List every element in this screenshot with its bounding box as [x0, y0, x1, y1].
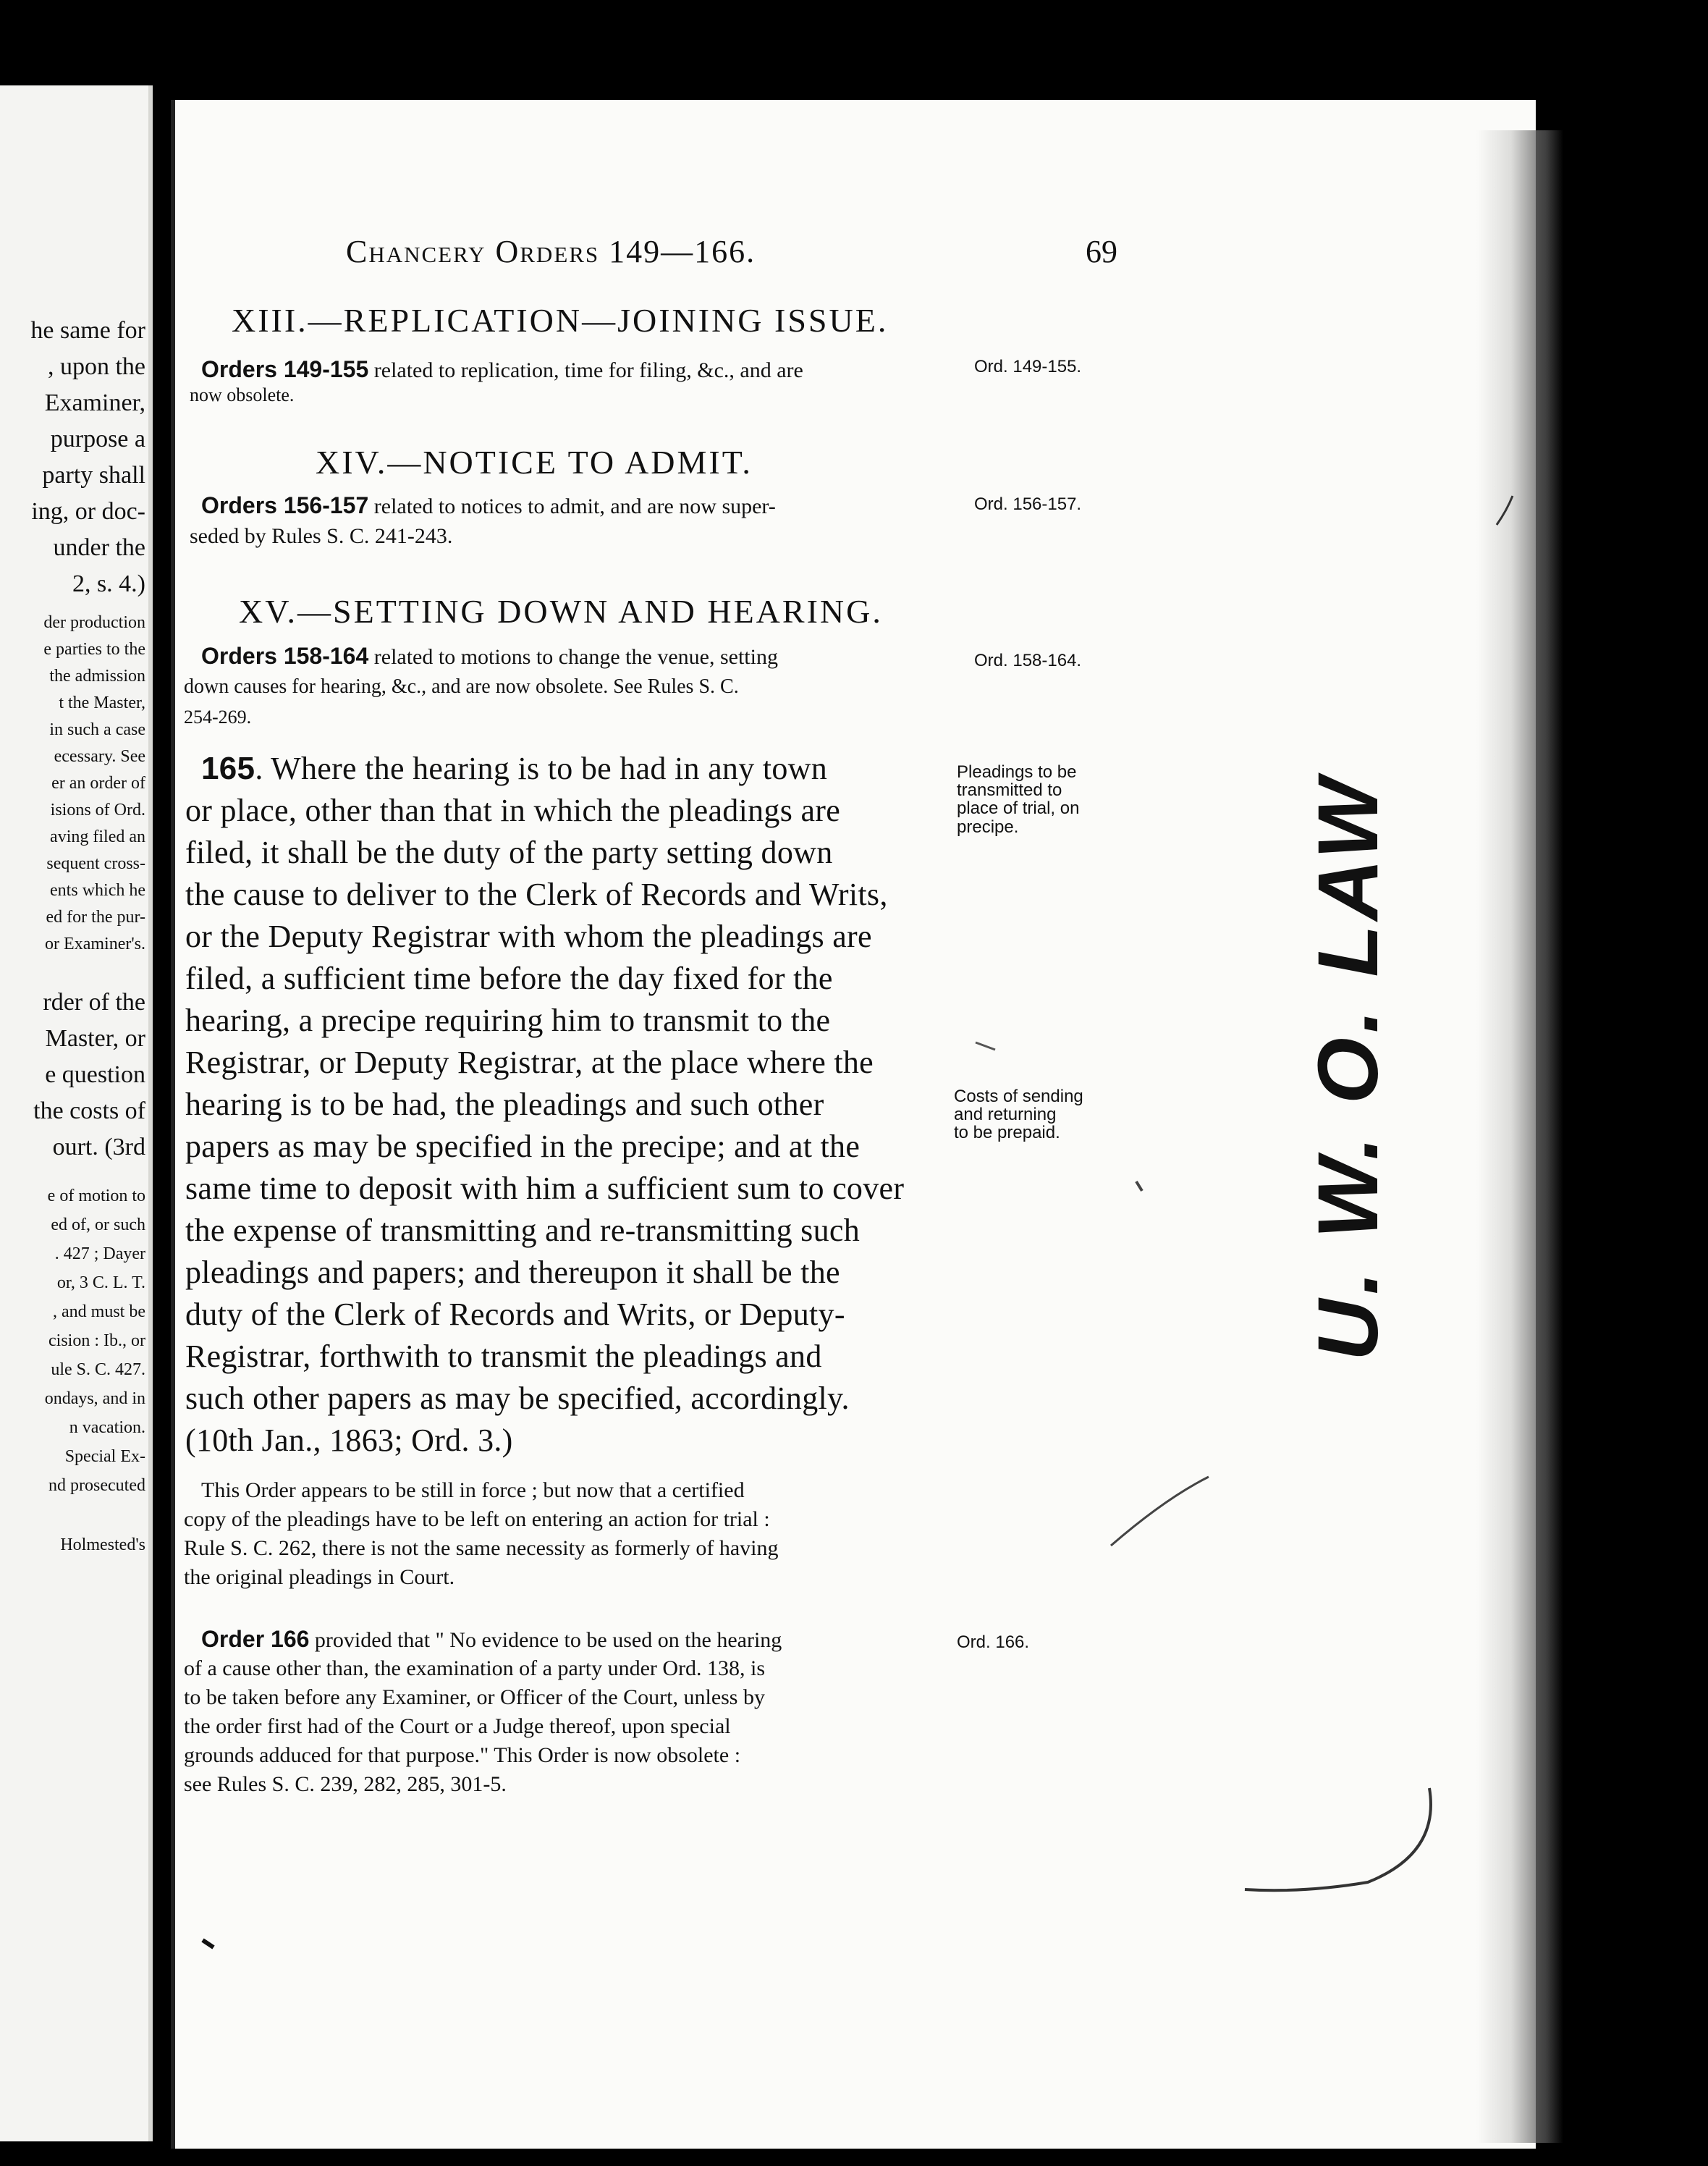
section-14-text-line: Orders 156-157 related to notices to admit, and are now super-	[201, 492, 776, 518]
order-166-line: Order 166 provided that " No evidence to be used on the hearing	[201, 1626, 782, 1652]
left-line: cision : Ib., or	[48, 1331, 145, 1350]
left-line: e of motion to	[47, 1187, 145, 1205]
order-165-line: such other papers as may be specified, accordingly.	[185, 1381, 850, 1416]
order-166-line: to be taken before any Examiner, or Officer of the Court, unless by	[184, 1685, 765, 1709]
order-166-line: the order first had of the Court or a Judge thereof, upon special	[184, 1714, 731, 1738]
order-165-line: Registrar, forthwith to transmit the pleadings and	[185, 1339, 822, 1374]
order-165-line: the expense of transmitting and re-transmitting such	[185, 1213, 861, 1248]
left-line: nd prosecuted	[48, 1476, 145, 1495]
order-165-note: copy of the pleadings have to be left on entering an action for trial :	[184, 1507, 770, 1531]
left-line: Holmested's	[60, 1535, 145, 1554]
left-line: er an order of	[51, 774, 145, 793]
order-165-line: Registrar, or Deputy Registrar, at the place where the	[185, 1045, 874, 1080]
order-165-line: or the Deputy Registrar with whom the pleadings are	[185, 919, 872, 954]
order-165-line: filed, a sufficient time before the day fixed for the	[185, 961, 833, 996]
margin-note: Ord. 149-155.	[974, 357, 1082, 376]
order-165-line: filed, it shall be the duty of the party setting down	[185, 835, 833, 870]
running-header: Chancery Orders 149—166.	[346, 234, 756, 269]
library-stamp: U. W. O. LAW	[1301, 774, 1396, 1361]
order-number: 165	[201, 751, 255, 786]
section-15-title: XV.—SETTING DOWN AND HEARING.	[239, 593, 883, 630]
order-166-line: grounds adduced for that purpose." This Order is now obsolete :	[184, 1743, 741, 1767]
order-165-line: the cause to deliver to the Clerk of Records and Writs,	[185, 877, 888, 912]
left-line: ondays, and in	[44, 1389, 145, 1408]
order-165-line: or place, other than that in which the pleadings are	[185, 793, 841, 828]
order-165-note: This Order appears to be still in force ; but now that a certified	[201, 1478, 745, 1502]
left-line: sequent cross-	[46, 854, 145, 873]
order-165-line: hearing is to be had, the pleadings and such other	[185, 1087, 824, 1122]
section-15-text-line: 254-269.	[184, 707, 252, 728]
section-15-text-line: Orders 158-164 related to motions to change the venue, setting	[201, 643, 778, 669]
left-line: . 427 ; Dayer	[54, 1244, 145, 1263]
section-13-title: XIII.—REPLICATION—JOINING ISSUE.	[232, 302, 889, 339]
section-13-text-line: now obsolete.	[190, 384, 295, 405]
left-page-fragment	[0, 85, 153, 2141]
section-14-title: XIV.—NOTICE TO ADMIT.	[316, 444, 753, 481]
left-line: the costs of	[33, 1097, 145, 1124]
left-line: party shall	[42, 462, 145, 489]
left-line: ourt. (3rd	[52, 1134, 145, 1160]
left-line: ed for the pur-	[46, 908, 145, 927]
order-166-line: see Rules S. C. 239, 282, 285, 301-5.	[184, 1772, 507, 1796]
left-line: rder of the	[43, 989, 145, 1016]
left-line: , and must be	[53, 1302, 145, 1321]
left-line: Special Ex-	[64, 1447, 145, 1466]
order-165-note: the original pleadings in Court.	[184, 1565, 455, 1589]
left-line: in such a case	[49, 720, 145, 739]
margin-note: Ord. 156-157.	[974, 494, 1082, 514]
left-line: e question	[45, 1061, 145, 1088]
left-line: n vacation.	[69, 1418, 145, 1437]
left-line: ing, or doc-	[31, 498, 145, 525]
section-14-text-line: seded by Rules S. C. 241-243.	[190, 524, 453, 548]
left-line: ecessary. See	[54, 747, 145, 766]
left-line: aving filed an	[50, 827, 145, 846]
order-ref: Orders 158-164	[201, 643, 369, 669]
left-line: the admission	[49, 667, 145, 686]
left-line: under the	[53, 534, 145, 561]
left-line: e parties to the	[43, 640, 145, 659]
left-line: 2, s. 4.)	[72, 570, 145, 597]
order-165-line: 165. Where the hearing is to be had in any town	[201, 751, 828, 786]
left-line: purpose a	[50, 426, 145, 452]
order-166-line: of a cause other than, the examination of a party under Ord. 138, is	[184, 1656, 766, 1680]
page-edge-shadow	[1476, 130, 1563, 2143]
left-line: ule S. C. 427.	[51, 1360, 145, 1379]
order-165-line: (10th Jan., 1863; Ord. 3.)	[185, 1423, 513, 1458]
margin-note: Costs of sending and returning to be prepaid.	[954, 1087, 1083, 1143]
page-number: 69	[1086, 234, 1117, 269]
left-line: or, 3 C. L. T.	[56, 1273, 145, 1292]
left-line: Master, or	[45, 1025, 145, 1052]
order-165-line: hearing, a precipe requiring him to transmit to the	[185, 1003, 831, 1038]
order-165-note: Rule S. C. 262, there is not the same necessity as formerly of having	[184, 1536, 779, 1560]
left-line: Examiner,	[44, 389, 145, 416]
order-165-line: papers as may be specified in the precipe; and at the	[185, 1129, 861, 1164]
left-line: or Examiner's.	[45, 935, 145, 953]
order-ref: Orders 156-157	[201, 492, 369, 518]
left-line: der production	[43, 613, 145, 632]
order-ref: Orders 149-155	[201, 356, 369, 382]
left-line: ents which he	[50, 881, 145, 900]
order-165-line: pleadings and papers; and thereupon it shall be the	[185, 1255, 840, 1290]
left-line: he same for	[30, 317, 145, 344]
left-line: , upon the	[47, 353, 145, 380]
order-165-line: duty of the Clerk of Records and Writs, or Deputy-	[185, 1297, 845, 1332]
section-13-text-line: Orders 149-155 related to replication, time for filing, &c., and are	[201, 356, 803, 382]
left-line: isions of Ord.	[50, 801, 145, 819]
order-165-line: same time to deposit with him a sufficient sum to cover	[185, 1171, 905, 1206]
margin-note: Pleadings to be transmitted to place of trial, on precipe.	[957, 762, 1080, 837]
left-line: ed of, or such	[51, 1215, 145, 1234]
left-line: t the Master,	[59, 694, 145, 712]
order-ref: Order 166	[201, 1626, 310, 1652]
section-15-text-line: down causes for hearing, &c., and are now obsolete. See Rules S. C.	[184, 675, 739, 698]
margin-note: Ord. 166.	[957, 1632, 1030, 1652]
margin-note: Ord. 158-164.	[974, 651, 1082, 670]
